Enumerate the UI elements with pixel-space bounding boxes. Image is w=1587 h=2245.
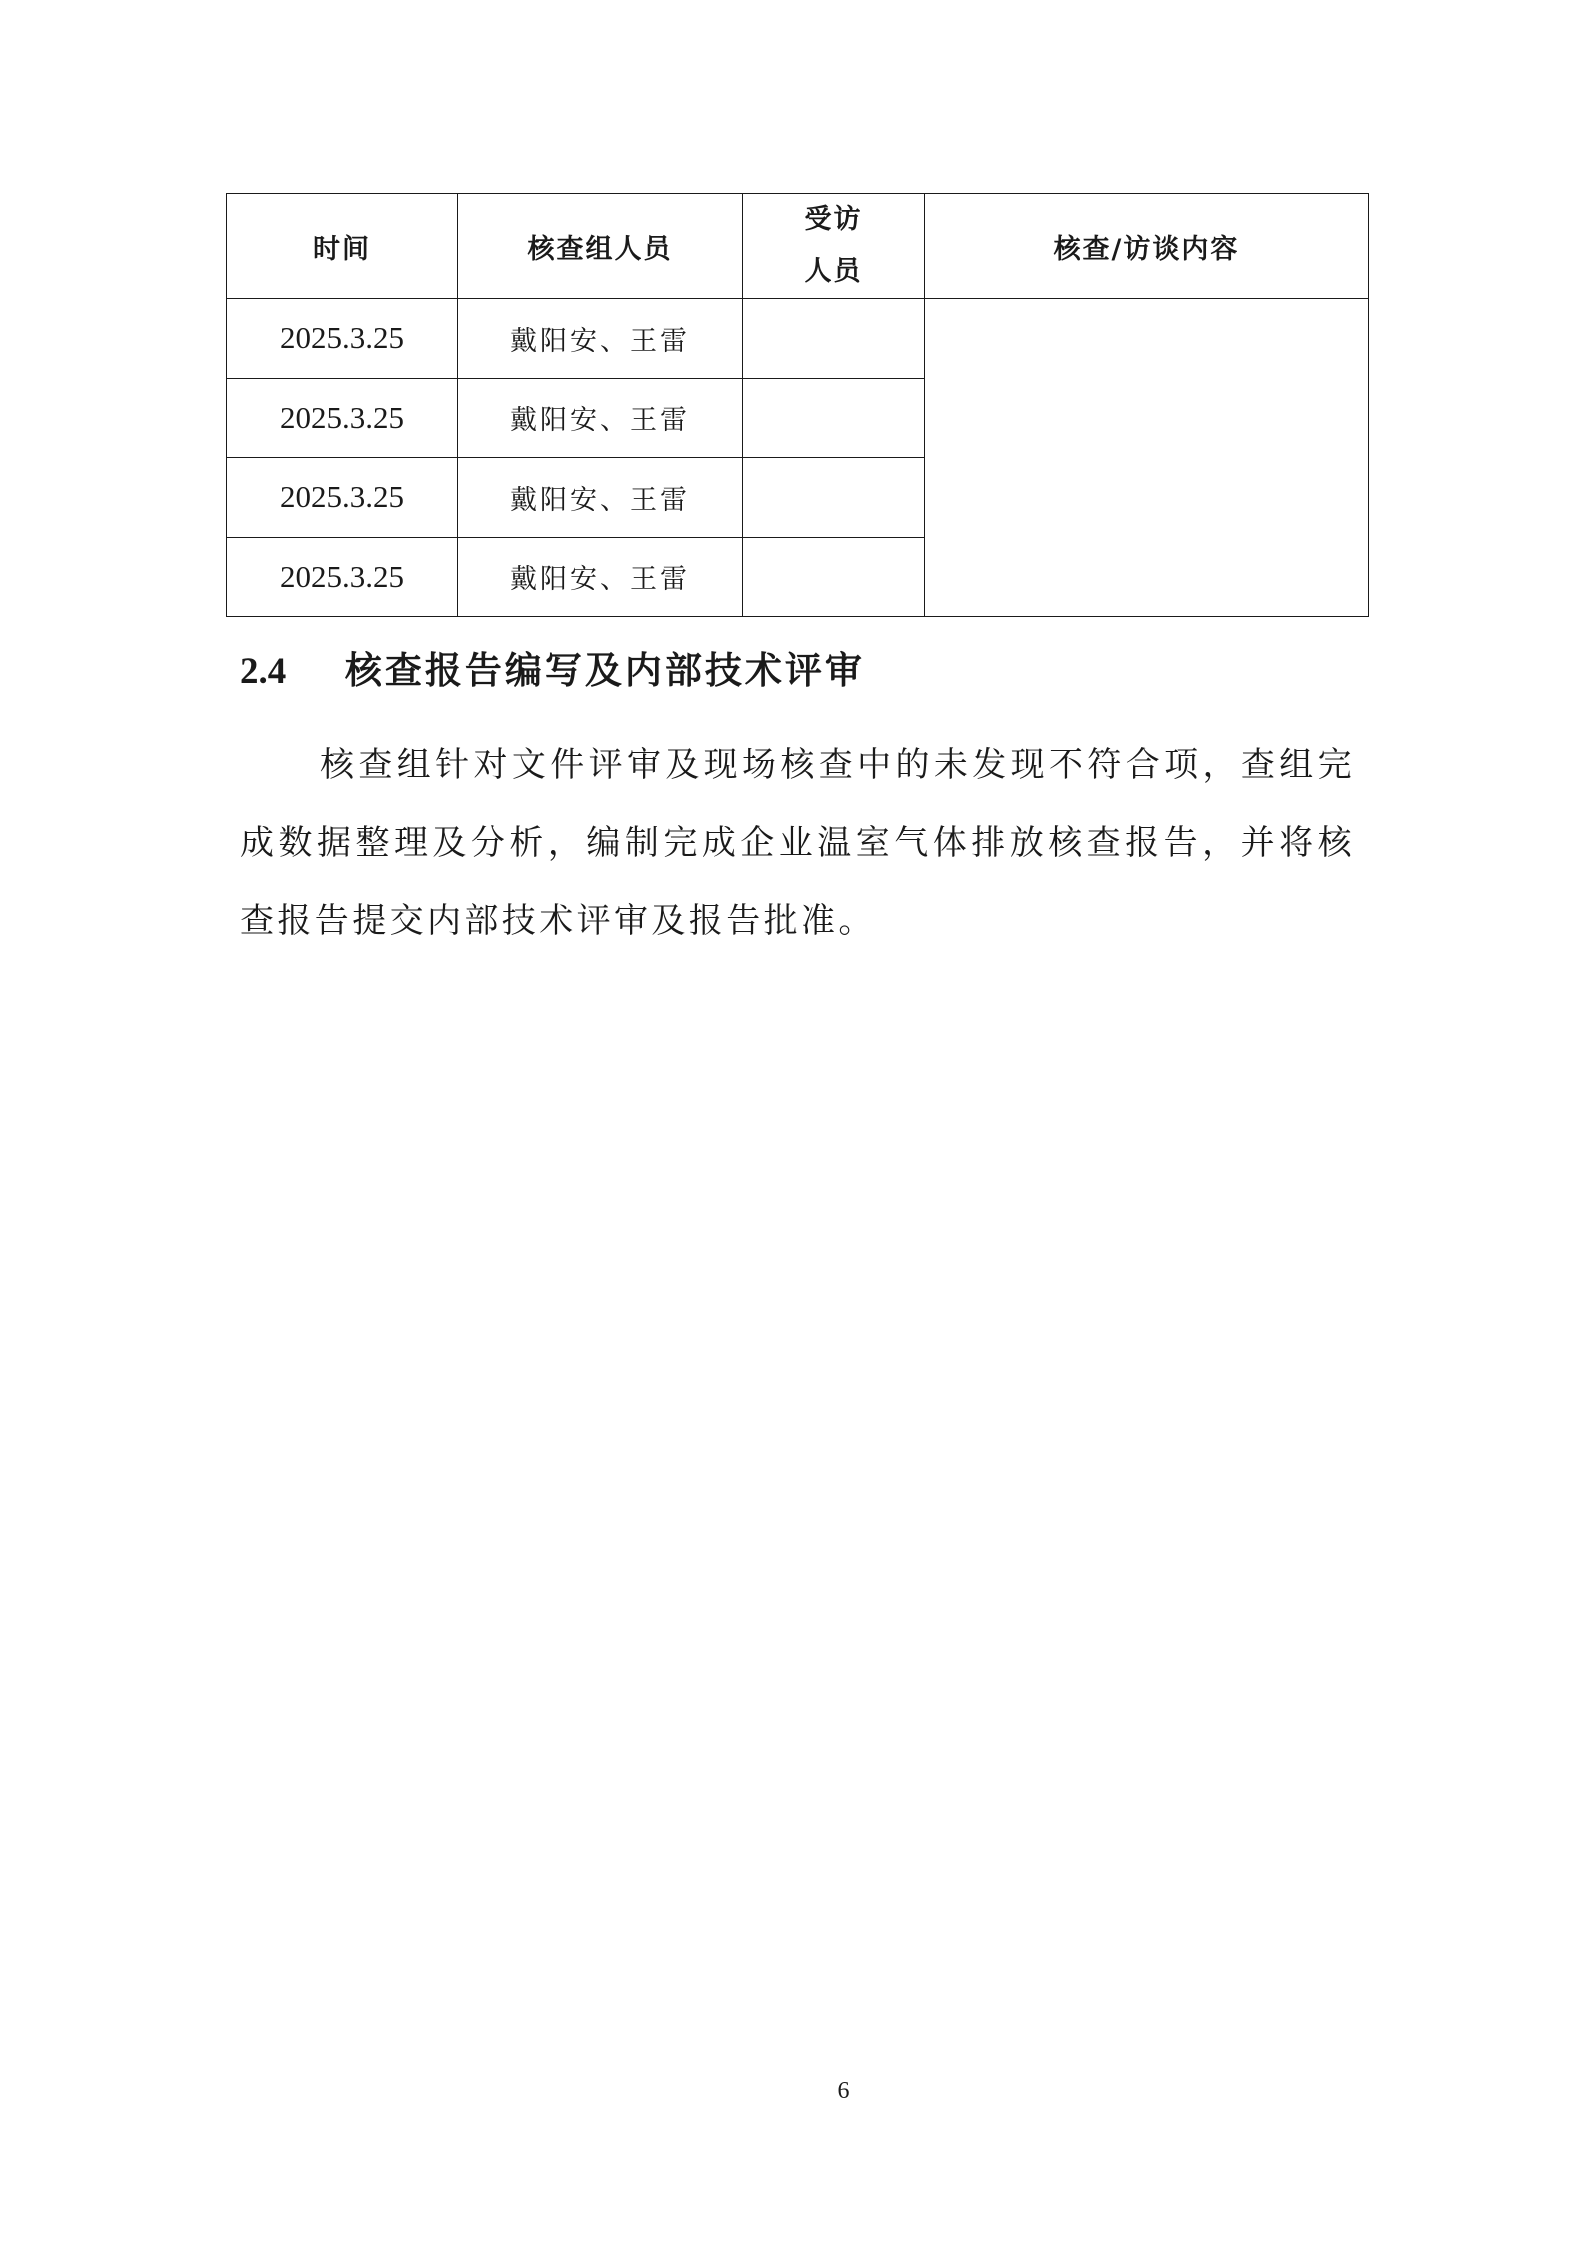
table-row: [227, 299, 1369, 379]
verification-schedule-table-wrapper: [226, 193, 1368, 617]
header-interviewee-line1: 受访: [804, 204, 863, 235]
section-paragraph: 核查组针对文件评审及现场核查中的未发现不符合项，查组完成数据整理及分析，编制完成企业温室气体排放核查报告，并将核查报告提交内部技术评审及报告批准。: [240, 745, 1355, 941]
section-number: 2.4: [240, 651, 287, 692]
header-time: 时间: [227, 194, 458, 299]
row-date: 2025.3.25: [227, 378, 458, 458]
row-team: 戴阳安、王雷: [458, 378, 743, 458]
row-interviewee: [743, 537, 925, 617]
row-interviewee: [743, 458, 925, 538]
header-content: 核查/访谈内容: [925, 194, 1369, 299]
row-team: 戴阳安、王雷: [458, 458, 743, 538]
header-interviewee: [743, 194, 925, 299]
row-date: 2025.3.25: [227, 537, 458, 617]
row-date: 2025.3.25: [227, 299, 458, 379]
verification-schedule-table: [226, 193, 1369, 617]
row-interviewee: [743, 378, 925, 458]
row-interviewee: [743, 299, 925, 379]
row-date: 2025.3.25: [227, 458, 458, 538]
row-team: 戴阳安、王雷: [458, 299, 743, 379]
table-header-row: [227, 194, 1369, 299]
section-heading: [240, 641, 865, 699]
content-cell: [925, 299, 1369, 617]
page-number: 6: [837, 2078, 850, 2104]
header-team: 核查组人员: [458, 194, 743, 299]
row-team: 戴阳安、王雷: [458, 537, 743, 617]
section-title: 核查报告编写及内部技术评审: [344, 649, 865, 692]
header-interviewee-line2: 人员: [804, 256, 863, 287]
